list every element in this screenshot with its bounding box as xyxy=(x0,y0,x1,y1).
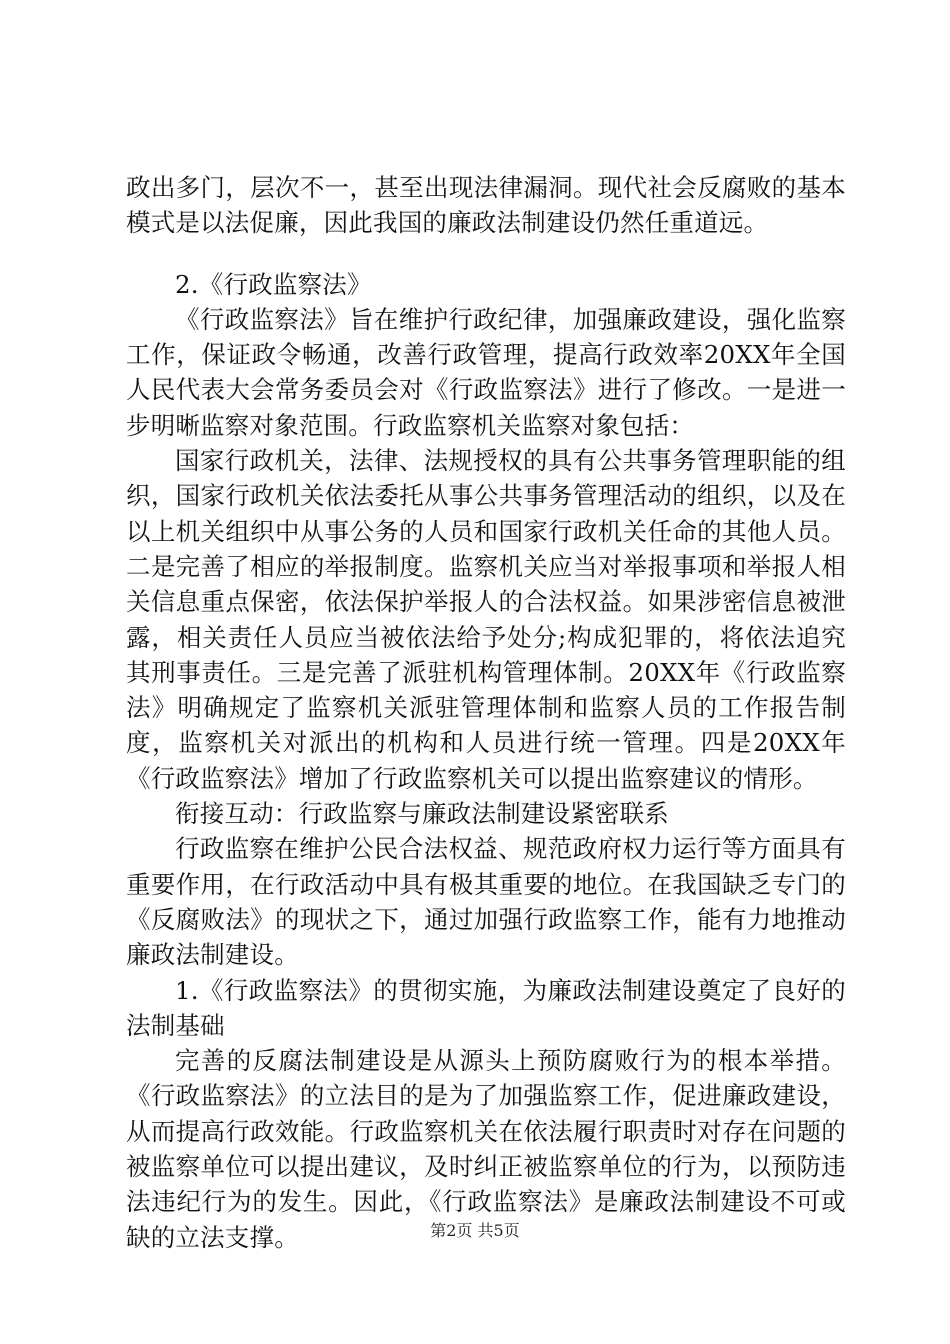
section-heading-2: 2.《行政监察法》 xyxy=(175,269,372,299)
paragraph-main-4: 行政监察在维护公民合法权益、规范政府权力运行等方面具有重要作用，在行政活动中具有极其重要的地位。在我国缺乏专门的《反腐败法》的现状之下，通过加强行政监察工作，能有力地推动廉政法制建设。 xyxy=(126,834,846,970)
document-body xyxy=(126,170,846,1255)
paragraph-main-1: 《行政监察法》旨在维护行政纪律，加强廉政建设，强化监察工作，保证政令畅通，改善行政管理，提高行政效率20XX年全国人民代表大会常务委员会对《行政监察法》进行了修改。一是进一步明晰监察对象范围。行政监察机关监察对象包括： xyxy=(126,304,846,440)
paragraph-gap xyxy=(126,241,846,267)
section-heading-link: 衔接互动：行政监察与廉政法制建设紧密联系 xyxy=(175,799,669,829)
paragraph-main-6: 完善的反腐法制建设是从源头上预防腐败行为的根本举措。《行政监察法》的立法目的是为了加强监察工作，促进廉政建设，从而提高行政效能。行政监察机关在依法履行职责时对存在问题的被监察单位可以提出建议，及时纠正被监察单位的行为，以预防违法违纪行为的发生。因此，《行政监察法》是廉政法制建设不可或缺的立法支撑。 xyxy=(126,1046,846,1252)
section-heading-1: 1.《行政监察法》的贯彻实施，为廉政法制建设奠定了良好的法制基础 xyxy=(126,975,846,1040)
paragraph-main-2: 国家行政机关，法律、法规授权的具有公共事务管理职能的组织，国家行政机关依法委托从事公共事务管理活动的组织，以及在以上机关组织中从事公务的人员和国家行政机关任命的其他人员。二是完善了相应的举报制度。监察机关应当对举报事项和举报人相关信息重点保密，依法保护举报人的合法权益。如果涉密信息被泄露，相关责任人员应当被依法给予处分;构成犯罪的，将依法追究其刑事责任。三是完善了派驻机构管理体制。20XX年《行政监察法》明确规定了监察机关派驻管理体制和监察人员的工作报告制度，监察机关对派出的机构和人员进行统一管理。四是20XX年《行政监察法》增加了行政监察机关可以提出监察建议的情形。 xyxy=(126,446,846,793)
page-number-footer: 第2页 共5页 xyxy=(430,1221,520,1240)
paragraph-top-0: 政出多门，层次不一，甚至出现法律漏洞。现代社会反腐败的基本模式是以法促廉，因此我国的廉政法制建设仍然任重道远。 xyxy=(126,173,846,238)
